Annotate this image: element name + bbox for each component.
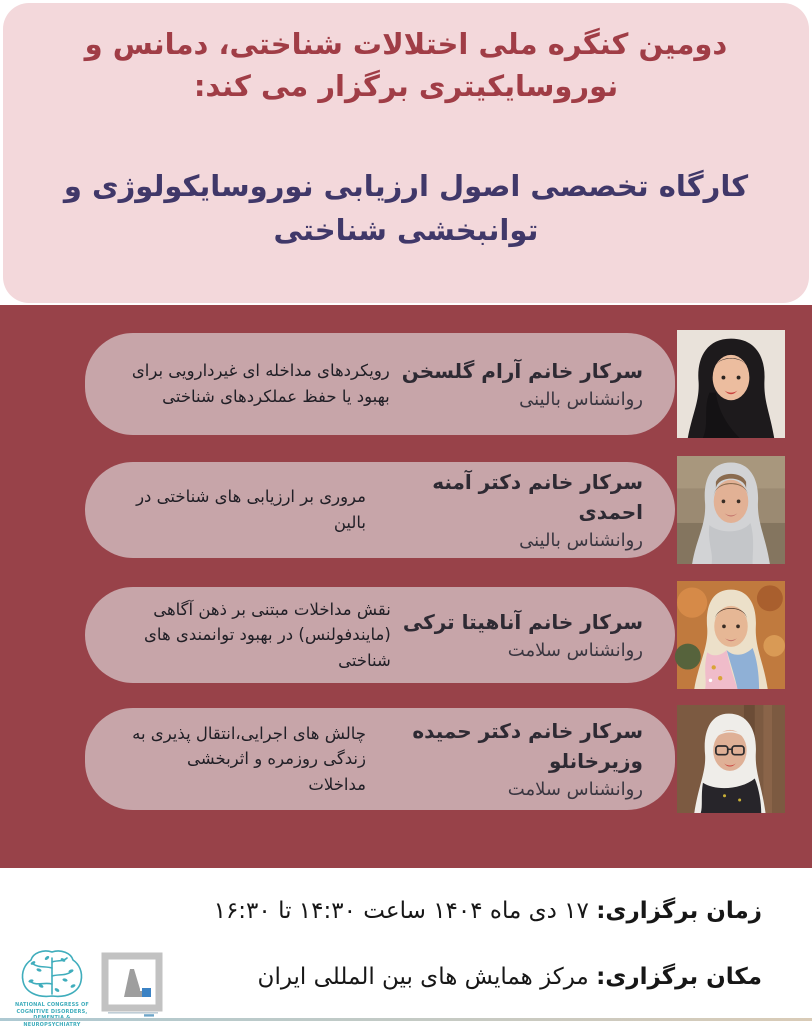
venue-logo [104,955,162,1017]
event-time-value: ۱۷ دی ماه ۱۴۰۴ ساعت ۱۴:۳۰ تا ۱۶:۳۰ [213,898,589,924]
congress-logo-caption-line3: NEUROPSYCHIATRY [23,1021,81,1028]
speaker-identity [378,467,643,554]
speakers-section [0,305,812,868]
speaker-name: سرکار خانم آناهیتا ترکی [402,609,643,634]
speaker-identity [402,356,643,413]
speaker-identity [403,607,643,664]
congress-logo [10,948,94,1028]
speaker-role: روانشناس بالینی [519,529,643,551]
congress-title-line2: نوروسایکیتری برگزار می کند: [193,69,619,104]
speaker-topic: نقش مداخلات مبتنی بر ذهن آگاهی (مایندفولنس) در بهبود توانمندی های شناختی [144,599,391,670]
speaker-topic: رویکردهای مداخله ای غیردارویی برای بهبود یا حفظ عملکردهای شناختی [131,361,390,406]
bottom-divider [0,1018,812,1021]
congress-title [43,23,769,107]
speaker-photo-woman-black-headscarf [677,330,785,438]
speaker-topic: مروری بر ارزیابی های شناختی در بالین [136,487,366,532]
speaker-card [85,587,675,683]
workshop-title-line2: توانبخشی شناختی [273,212,539,247]
speaker-name: سرکار خانم دکتر آمنه احمدی [432,469,643,524]
speaker-topic: چالش های اجرایی،انتقال پذیری به زندگی روزمره و اثربخشی مداخلات [132,723,366,794]
speaker-name: سرکار خانم آرام گلسخن [401,358,643,383]
speaker-photo-woman-cream-scarf [677,581,785,689]
workshop-title-line1: کارگاه تخصصی اصول ارزیابی نوروسایکولوژی و [63,169,749,203]
event-venue-value: مرکز همایش های بین المللی ایران [257,964,589,990]
brain-tree-icon [19,948,85,1000]
speaker-identity [378,716,643,803]
congress-title-line1: دومین کنگره ملی اختلالات شناختی، دمانس و [84,27,728,61]
speaker-role: روانشناس سلامت [507,778,643,800]
speaker-role: روانشناس بالینی [519,388,643,410]
header-panel [3,3,809,303]
workshop-title [43,165,769,252]
speaker-card [85,708,675,810]
congress-logo-caption-line1: NATIONAL CONGRESS OF [14,1002,90,1008]
speaker-photo-woman-gray-scarf [677,456,785,564]
speaker-photo-woman-white-scarf-glasses [677,705,785,813]
speaker-card [85,462,675,558]
speaker-name: سرکار خانم دکتر حمیده وزیرخانلو [412,718,643,773]
event-venue [258,964,762,990]
venue-logo-icon [104,955,162,1017]
congress-logo-caption [10,1002,94,1028]
congress-logo-caption-line2: COGNITIVE DISORDERS, [16,1008,88,1015]
speaker-role: روانشناس سلامت [507,639,643,661]
event-time-label: زمان برگزاری: [596,898,762,924]
footer-panel [0,868,812,1028]
event-venue-label: مکان برگزاری: [596,964,762,990]
speaker-card [85,333,675,435]
event-time [214,898,762,924]
